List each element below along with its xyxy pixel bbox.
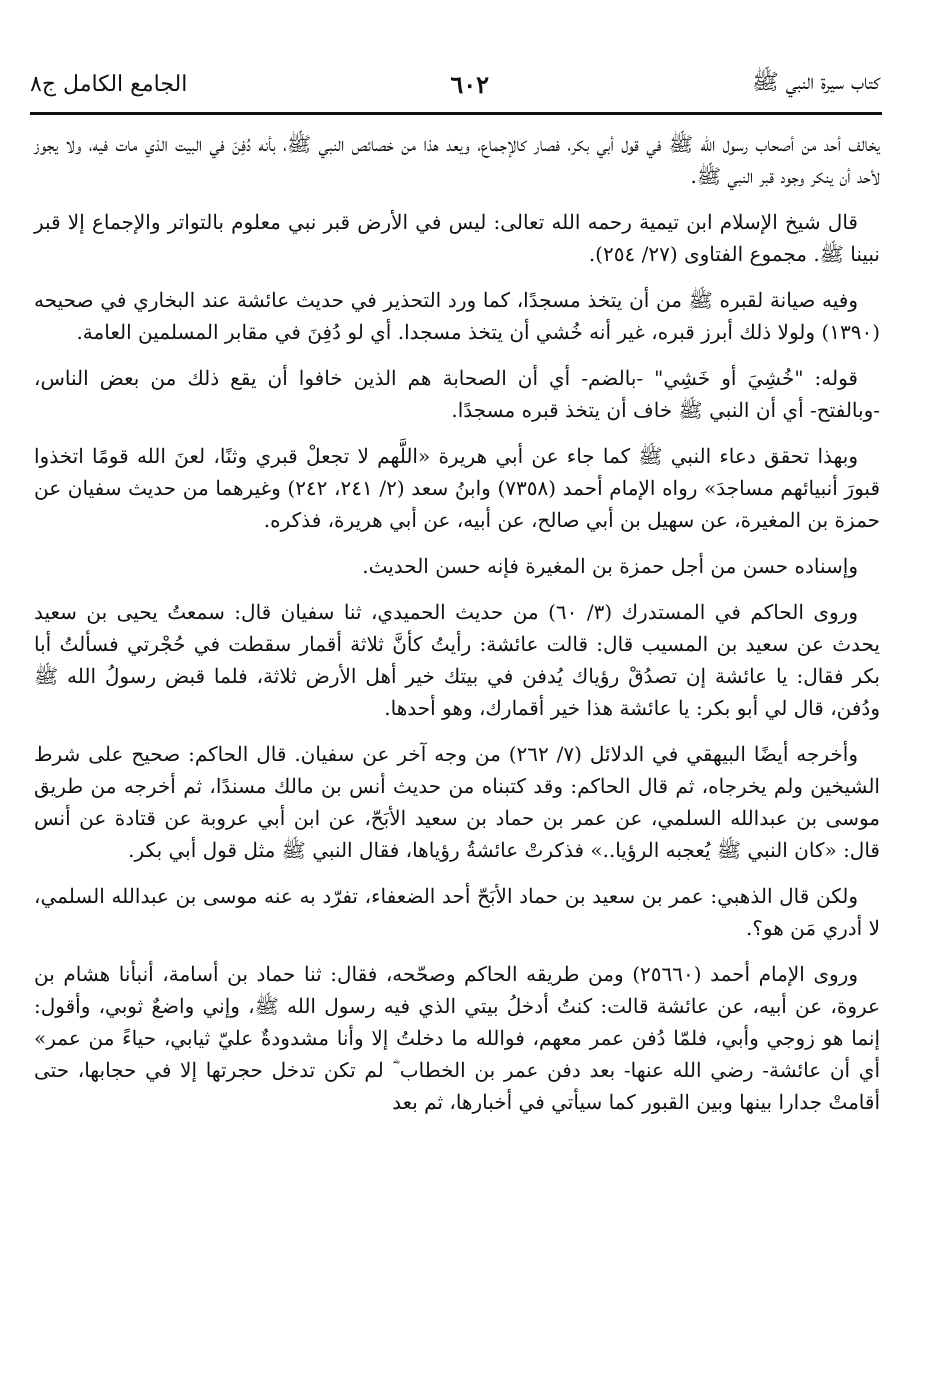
paragraph: يخالف أحد من أصحاب رسول الله ﷺ في قول أبي بكر، فصار كالإجماع، ويعد هذا من خصائص النبي ﷺ، بأنه دُفِنَ في البيت الذي مات فيه، ولا يجوز لأحد أن ينكر وجود قبر النبي ﷺ. [34,132,880,188]
running-header [30,64,880,104]
paragraph: وروى الإمام أحمد (٢٥٦٦٠) ومن طريقه الحاكم وصحّحه، فقال: ثنا حماد بن أسامة، أنبأنا هشام بن عروة، عن أبيه، عن عائشة قالت: كنتُ أدخلُ بيتي الذي فيه رسول الله ﷺ، وإني واضعٌ ثوبي، وأقول: إنما هو زوجي وأبي، فلمّا دُفن عمر معهم، فوالله ما دخلتُ إلا وأنا مشدودةٌ عليّ ثيابي، حياءً من عمر» أي أن عائشة- رضي الله عنها- بعد دفن عمر بن الخطاب ؓ لم تكن تدخل حجرتها إلا في حجابها، حتى أقامتْ جدارا بينها وبين القبور كما سيأتي في أخبارها، ثم بعد [34,962,880,1114]
paragraph: ولكن قال الذهبي: عمر بن سعيد بن حماد الأبَحّ أحد الضعفاء، تفرّد به عنه موسى بن عبدالله السلمي، لا أدري مَن هو؟. [34,884,880,940]
paragraph: وأخرجه أيضًا البيهقي في الدلائل (٧/ ٢٦٢) من وجه آخر عن سفيان. قال الحاكم: صحيح على شرط الشيخين ولم يخرجاه، ثم قال الحاكم: وقد كتبناه من حديث أنس بن مالك مسندًا، ثم أخرجه من طريق موسى بن عبدالله السلمي، عن عمر بن حماد بن سعيد الأبَحّ، عن ابن أبي عروبة عن قتادة عن أنس قال: «كان النبي ﷺ يُعجبه الرؤيا..» فذكرتْ عائشةُ رؤياها، فقال النبي ﷺ مثل قول أبي بكر. [34,742,880,862]
page-number: ٦٠٢ [450,69,490,99]
page-body [34,128,880,1132]
paragraph: قال شيخ الإسلام ابن تيمية رحمه الله تعالى: ليس في الأرض قبر نبي معلوم بالتواتر والإجماع إلا قبر نبينا ﷺ. مجموع الفتاوى (٢٧/ ٢٥٤). [34,210,880,266]
paragraph: قوله: "خُشِيَ أو خَشِي" -بالضم- أي أن الصحابة هم الذين خافوا أن يقع ذلك من بعض الناس، -وبالفتح- أي أن النبي ﷺ خاف أن يتخذ قبره مسجدًا. [34,366,880,422]
volume-title: الجامع الكامل ج٨ [30,71,188,97]
paragraph: وبهذا تحقق دعاء النبي ﷺ كما جاء عن أبي هريرة «اللَّهم لا تجعلْ قبري وثنًا، لعنَ الله قومًا اتخذوا قبورَ أنبيائهم مساجدَ» رواه الإمام أحمد (٧٣٥٨) وابنُ سعد (٢/ ٢٤١، ٢٤٢) وغيرهما من حديث سفيان عن حمزة بن المغيرة، عن سهيل بن أبي صالح، عن أبيه، عن أبي هريرة، فذكره. [34,444,881,532]
book-title: كتاب سيرة النبي ﷺ [752,70,880,95]
paragraph: وروى الحاكم في المستدرك (٣/ ٦٠) من حديث الحميدي، ثنا سفيان قال: سمعتُ يحيى بن سعيد يحدث عن سعيد بن المسيب قال: قالت عائشة: رأيتُ كأنَّ ثلاثة أقمار سقطت في حُجْرتي فسألتُ أبا بكر فقال: يا عائشة إن تصدُقْ رؤياك يُدفن في بيتك خير أهل الأرض ثلاثة، فلما قبض رسولُ الله ﷺ ودُفن، قال لي أبو بكر: يا عائشة هذا خير أقمارك، وهو أحدها. [34,600,880,720]
paragraph: وفيه صيانة لقبره ﷺ من أن يتخذ مسجدًا، كما ورد التحذير في حديث عائشة عند البخاري في صحيحه (١٣٩٠) ولولا ذلك أبرز قبره، غير أنه خُشي أن يتخذ مسجدا. أي لو دُفِنَ في مقابر المسلمين العامة. [34,288,880,344]
header-rule [30,112,882,115]
paragraph: وإسناده حسن من أجل حمزة بن المغيرة فإنه حسن الحديث. [362,554,858,578]
